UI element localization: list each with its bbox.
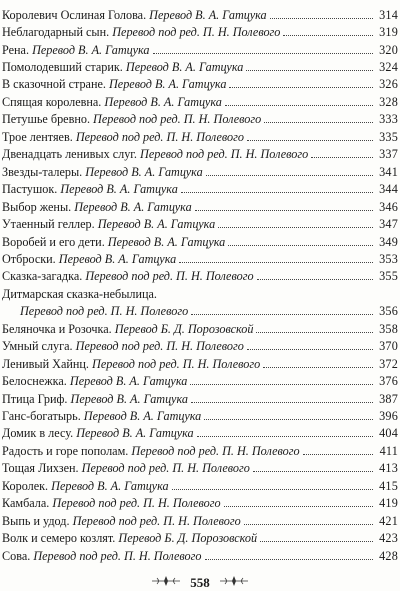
dot-leader bbox=[181, 191, 373, 193]
toc-entry-text bbox=[2, 549, 202, 563]
toc-entry-page: 347 bbox=[379, 217, 398, 232]
toc-entry-translator: Перевод В. А. Гатцука bbox=[149, 7, 267, 22]
dot-leader bbox=[270, 17, 373, 19]
toc-entry-page: 428 bbox=[379, 548, 398, 563]
toc-entry-translator: Перевод В. А. Гатцука bbox=[83, 409, 202, 424]
toc-entry-title: Белоснежка. bbox=[2, 374, 67, 389]
dot-leader bbox=[253, 470, 373, 472]
toc-entry-translator: Перевод под ред. П. Н. Полевого bbox=[81, 461, 250, 476]
dot-leader bbox=[229, 86, 373, 88]
toc-entry-translator: Перевод под ред. П. Н. Полевого bbox=[75, 339, 244, 354]
toc-entry-translator: Перевод В. А. Гатцука bbox=[104, 94, 222, 109]
dot-leader bbox=[257, 278, 373, 280]
dot-leader bbox=[172, 488, 373, 490]
toc-entry-page: 335 bbox=[379, 129, 398, 144]
toc-entry-translator: Перевод В. А. Гатцука bbox=[69, 374, 188, 389]
toc-entry-title: Волк и семеро козлят. bbox=[2, 531, 116, 546]
toc-entry-title: Беляночка и Розочка. bbox=[2, 321, 112, 336]
toc-entry-title: Сказка-загадка. bbox=[2, 269, 83, 284]
dot-leader bbox=[153, 52, 374, 54]
toc-entry-title: Рена. bbox=[2, 42, 30, 57]
toc-entry-translator: Перевод В. А. Гатцука bbox=[74, 199, 192, 214]
dot-leader bbox=[303, 453, 373, 455]
dot-leader bbox=[179, 261, 373, 263]
toc-entry-translator: Перевод В. А. Гатцука bbox=[32, 42, 150, 57]
toc-entry-translator: Перевод В. А. Гатцука bbox=[125, 60, 244, 75]
toc-entry-title: Радость и горе пополам. bbox=[2, 443, 129, 458]
toc-entry-title: Домик в лесу. bbox=[2, 426, 74, 441]
toc-entry-title: Петушье бревно. bbox=[2, 112, 90, 127]
toc-entry-translator: Перевод Б. Д. Порозовской bbox=[118, 531, 258, 546]
dot-leader bbox=[204, 418, 373, 420]
toc-entry-translator: Перевод В. А. Гатцука bbox=[76, 426, 194, 441]
toc-entry-translator: Перевод В. А. Гатцука bbox=[58, 251, 177, 266]
toc-entry-page: 337 bbox=[379, 147, 398, 162]
dot-leader bbox=[195, 209, 373, 211]
page-footer bbox=[0, 574, 400, 591]
toc-entry-title: Королек. bbox=[2, 478, 49, 493]
toc-entry-title: Ленивый Хайнц. bbox=[2, 356, 89, 371]
toc-entry-page: 349 bbox=[379, 234, 398, 249]
toc-entry-title: Звезды-талеры. bbox=[2, 164, 83, 179]
toc-entry-title: Тощая Лихзен. bbox=[2, 461, 79, 476]
ornament-left-icon bbox=[151, 575, 181, 591]
toc-entry-page: 372 bbox=[379, 356, 398, 371]
toc-entry-page: 396 bbox=[379, 409, 398, 424]
toc-entry-title: Умный слуга. bbox=[2, 339, 73, 354]
toc-entry-page: 411 bbox=[379, 443, 398, 458]
toc-entry-title: Королевич Ослиная Голова. bbox=[2, 7, 147, 22]
dot-leader bbox=[218, 226, 373, 228]
dot-leader bbox=[283, 34, 373, 36]
toc-entry-page: 333 bbox=[379, 112, 398, 127]
toc-entry-page: 419 bbox=[379, 496, 398, 511]
toc-entry-translator: Перевод под ред. П. Н. Полевого bbox=[75, 129, 244, 144]
dot-leader bbox=[311, 156, 373, 158]
toc-entry-translator: Перевод В. А. Гатцука bbox=[70, 391, 188, 406]
toc-entry-translator: Перевод под ред. П. Н. Полевого bbox=[131, 443, 300, 458]
toc-entry-title: Двенадцать ленивых слуг. bbox=[2, 147, 137, 162]
dot-leader bbox=[225, 104, 373, 106]
toc-entry-translator: Перевод под ред. П. Н. Полевого bbox=[92, 356, 261, 371]
toc-entry-translator: Перевод В. А. Гатцука bbox=[51, 478, 169, 493]
dot-leader bbox=[246, 69, 373, 71]
toc-entry-page: 376 bbox=[379, 374, 398, 389]
toc-entry-title: Выбор жены. bbox=[2, 199, 72, 214]
toc-entry-page: 344 bbox=[379, 182, 398, 197]
toc-entry-translator: Перевод под ред. П. Н. Полевого bbox=[112, 25, 281, 40]
toc-entry-title: Сова. bbox=[2, 548, 31, 563]
dot-leader bbox=[256, 331, 373, 333]
toc-entry-translator: Перевод под ред. П. Н. Полевого bbox=[52, 496, 221, 511]
toc-entry-page: 370 bbox=[379, 339, 398, 354]
toc-entry-title: Спящая королевна. bbox=[2, 94, 102, 109]
dot-leader bbox=[244, 523, 373, 525]
toc-entry-translator: Перевод под ред. П. Н. Полевого bbox=[85, 269, 254, 284]
toc-entry-title: Отброски. bbox=[2, 251, 56, 266]
dot-leader bbox=[260, 540, 373, 542]
dot-leader bbox=[206, 174, 373, 176]
toc-entry-page: 413 bbox=[379, 461, 398, 476]
toc-entry-title: Дитмарская сказка-небылица. bbox=[2, 286, 157, 301]
toc-entry-page: 353 bbox=[379, 251, 398, 266]
toc-entry-title: Помолодевший старик. bbox=[2, 60, 123, 75]
dot-leader bbox=[191, 313, 373, 315]
toc-entry-translator: Перевод В. А. Гатцука bbox=[97, 217, 216, 232]
dot-leader bbox=[205, 558, 374, 560]
toc-entry-title: Утаенный геллер. bbox=[2, 217, 95, 232]
toc-entry-page: 341 bbox=[379, 164, 398, 179]
ornament-right-icon bbox=[219, 575, 249, 591]
dot-leader bbox=[247, 139, 373, 141]
toc-entry-translator: Перевод под ред. П. Н. Полевого bbox=[72, 513, 241, 528]
toc-entry-translator: Перевод под ред. П. Н. Полевого bbox=[33, 548, 202, 563]
toc-entry-translator: Перевод под ред. П. Н. Полевого bbox=[20, 304, 189, 319]
dot-leader bbox=[247, 348, 373, 350]
toc-entry-translator: Перевод В. А. Гатцука bbox=[60, 182, 178, 197]
toc-entry-translator: Перевод В. А. Гатцука bbox=[85, 164, 203, 179]
toc-entry-page: 328 bbox=[379, 94, 398, 109]
toc-entry-title: Камбала. bbox=[2, 496, 50, 511]
toc-entry-title: Трое лентяев. bbox=[2, 129, 73, 144]
toc-entry bbox=[2, 543, 398, 563]
toc-entry-title: Ганс-богатырь. bbox=[2, 409, 81, 424]
toc-entry-translator: Перевод Б. Д. Порозовской bbox=[114, 321, 254, 336]
toc-entry-translator: Перевод В. А. Гатцука bbox=[107, 234, 226, 249]
toc-entry-title: В сказочной стране. bbox=[2, 77, 106, 92]
toc-entry-page: 346 bbox=[379, 199, 398, 214]
toc-entry-title: Выпь и удод. bbox=[2, 513, 70, 528]
toc-entry-translator: Перевод под ред. П. Н. Полевого bbox=[93, 112, 262, 127]
toc-entry-page: 326 bbox=[379, 77, 398, 92]
dot-leader bbox=[228, 244, 373, 246]
page-number: 558 bbox=[190, 575, 210, 591]
toc-entry-page: 421 bbox=[379, 513, 398, 528]
toc-entry-page: 387 bbox=[379, 391, 398, 406]
toc-entry-title: Неблагодарный сын. bbox=[2, 25, 110, 40]
toc-entry-page: 314 bbox=[379, 7, 398, 22]
toc-entry-page: 415 bbox=[379, 478, 398, 493]
dot-leader bbox=[224, 505, 373, 507]
toc-entry-translator: Перевод В. А. Гатцука bbox=[108, 77, 227, 92]
toc-entry-title: Пастушок. bbox=[2, 182, 58, 197]
toc-entry-page: 324 bbox=[379, 60, 398, 75]
dot-leader bbox=[191, 401, 373, 403]
toc-entry-page: 355 bbox=[379, 269, 398, 284]
toc-entry-page: 356 bbox=[379, 304, 398, 319]
dot-leader bbox=[190, 383, 373, 385]
dot-leader bbox=[197, 435, 373, 437]
toc-entry-page: 319 bbox=[379, 25, 398, 40]
toc-entry-title: Воробей и его дети. bbox=[2, 234, 105, 249]
dot-leader bbox=[264, 121, 373, 123]
toc-entry-title: Птица Гриф. bbox=[2, 391, 68, 406]
dot-leader bbox=[263, 366, 373, 368]
toc-entry-page: 320 bbox=[379, 42, 398, 57]
toc-entry-page: 358 bbox=[379, 321, 398, 336]
toc-entry-translator: Перевод под ред. П. Н. Полевого bbox=[140, 147, 309, 162]
toc-entry-page: 423 bbox=[379, 531, 398, 546]
toc-entry-page: 404 bbox=[379, 426, 398, 441]
